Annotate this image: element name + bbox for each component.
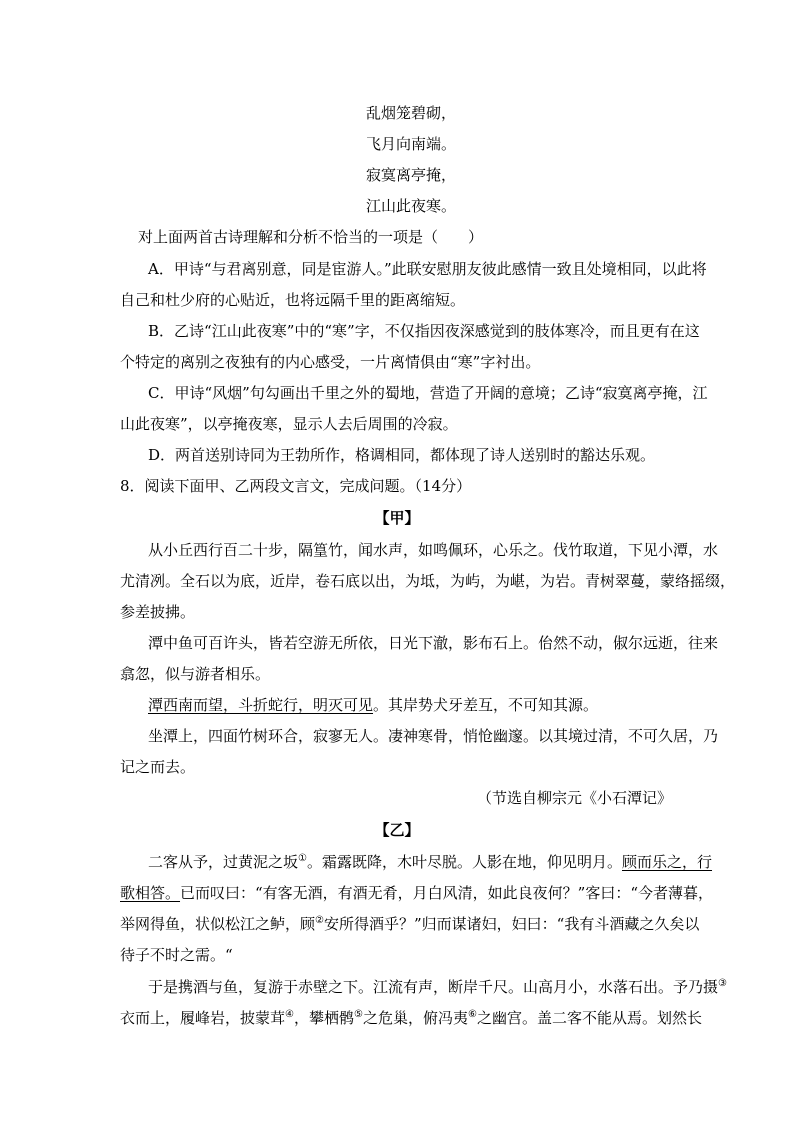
option-c-line-2: 山此夜寒”，以亭掩夜寒，显示人去后周围的冷寂。 bbox=[120, 415, 458, 433]
jia-p2-line-1: 潭中鱼可百许头，皆若空游无所依，日光下澈，影布石上。佁然不动，俶尔远逝，往来 bbox=[148, 634, 719, 652]
jia-p3-rest: 。其岸势犬牙差互，不可知其源。 bbox=[373, 696, 599, 714]
yi-p1-line-2 bbox=[120, 883, 713, 903]
footnote-marker-5: ⑤ bbox=[354, 1009, 363, 1020]
yi-text: 衣而上，履峰岩，披蒙茸 bbox=[120, 1009, 286, 1027]
jia-p1-line-3: 参差披拂。 bbox=[120, 603, 196, 621]
section-jia-title: 【甲】 bbox=[374, 509, 420, 527]
jia-p1-line-2: 尤清冽。全石以为底，近岸，卷石底以出，为坻，为屿，为嵁，为岩。青树翠蔓，蒙络摇缀， bbox=[120, 572, 736, 590]
yi-p2-line-2 bbox=[120, 1008, 702, 1028]
yi-p1-line-4: 待子不时之需。“ bbox=[120, 946, 233, 964]
yi-text: 之危巢，俯冯夷 bbox=[362, 1009, 468, 1027]
underlined-sentence: 潭西南而望，斗折蛇行，明灭可见 bbox=[148, 696, 374, 714]
underlined-sentence: 歌相答。 bbox=[120, 884, 181, 902]
footnote-marker-1: ① bbox=[298, 853, 307, 864]
option-b-line-1: B．乙诗“江山此夜寒”中的“寒”字，不仅指因夜深感觉到的肢体寒冷，而且更有在这 bbox=[148, 322, 700, 340]
yi-text: 之幽宫。盖二客不能从焉。划然长 bbox=[476, 1009, 702, 1027]
poem-line-4: 江山此夜寒。 bbox=[366, 197, 457, 215]
footnote-marker-2: ② bbox=[315, 915, 324, 926]
section-yi-title: 【乙】 bbox=[374, 821, 420, 839]
jia-p4-line-1: 坐潭上，四面竹树环合，寂寥无人。凄神寒骨，悄怆幽邃。以其境过清，不可久居，乃 bbox=[148, 727, 719, 745]
yi-text: 举网得鱼，状似松江之鲈，顾 bbox=[120, 915, 316, 933]
yi-text: 安所得酒乎？”归而谋诸妇，妇曰：“我有斗酒藏之久矣以 bbox=[323, 915, 700, 933]
yi-text: 于是携酒与鱼，复游于赤壁之下。江流有声，断岸千尺。山高月小，水落石出。予乃摄 bbox=[148, 978, 719, 996]
yi-text: 已而叹曰：“有客无酒，有酒无肴，月白风清，如此良夜何？”客曰：“今者薄暮， bbox=[180, 884, 714, 902]
question8-stem: 8．阅读下面甲、乙两段文言文，完成问题。（14分） bbox=[120, 477, 472, 495]
yi-p1-line-1 bbox=[148, 852, 712, 872]
yi-p1-line-3 bbox=[120, 914, 699, 934]
yi-p2-line-1 bbox=[148, 977, 727, 997]
poem-line-3: 寂寞离亭掩， bbox=[366, 166, 457, 184]
jia-p2-line-2: 翕忽，似与游者相乐。 bbox=[120, 665, 271, 683]
yi-text: 二客从予，过黄泥之坂 bbox=[148, 853, 299, 871]
footnote-marker-3: ③ bbox=[718, 978, 727, 989]
yi-text: 。霜露既降，木叶尽脱。人影在地，仰见明月。 bbox=[306, 853, 622, 871]
jia-p3 bbox=[148, 695, 598, 715]
option-d-line-1: D．两首送别诗同为王勃所作，格调相同，都体现了诗人送别时的豁达乐观。 bbox=[148, 446, 656, 464]
jia-p1-line-1: 从小丘西行百二十步，隔篁竹，闻水声，如鸣佩环，心乐之。伐竹取道，下见小潭，水 bbox=[148, 541, 719, 559]
poem-line-1: 乱烟笼碧砌， bbox=[366, 104, 457, 122]
question7-stem: 对上面两首古诗理解和分析不恰当的一项是（ ） bbox=[138, 228, 484, 246]
underlined-sentence: 顾而乐之，行 bbox=[622, 853, 713, 871]
jia-p4-line-2: 记之而去。 bbox=[120, 758, 196, 776]
option-a-line-2: 自己和杜少府的心贴近，也将远隔千里的距离缩短。 bbox=[120, 291, 466, 309]
footnote-marker-4: ④ bbox=[285, 1009, 294, 1020]
option-a-line-1: A．甲诗“与君离别意，同是宦游人。”此联安慰朋友彼此感情一致且处境相同，以此将 bbox=[148, 260, 707, 278]
poem-line-2: 飞月向南端。 bbox=[366, 135, 457, 153]
option-c-line-1: C．甲诗“风烟”句勾画出千里之外的蜀地，营造了开阔的意境；乙诗“寂寞离亭掩，江 bbox=[148, 384, 708, 402]
option-b-line-2: 个特定的离别之夜独有的内心感受，一片离情俱由“寒”字衬出。 bbox=[120, 353, 541, 371]
source-citation: （节选自柳宗元《小石潭记》 bbox=[476, 789, 672, 807]
yi-text: ，攀栖鹘 bbox=[293, 1009, 354, 1027]
footnote-marker-6: ⑥ bbox=[467, 1009, 477, 1020]
